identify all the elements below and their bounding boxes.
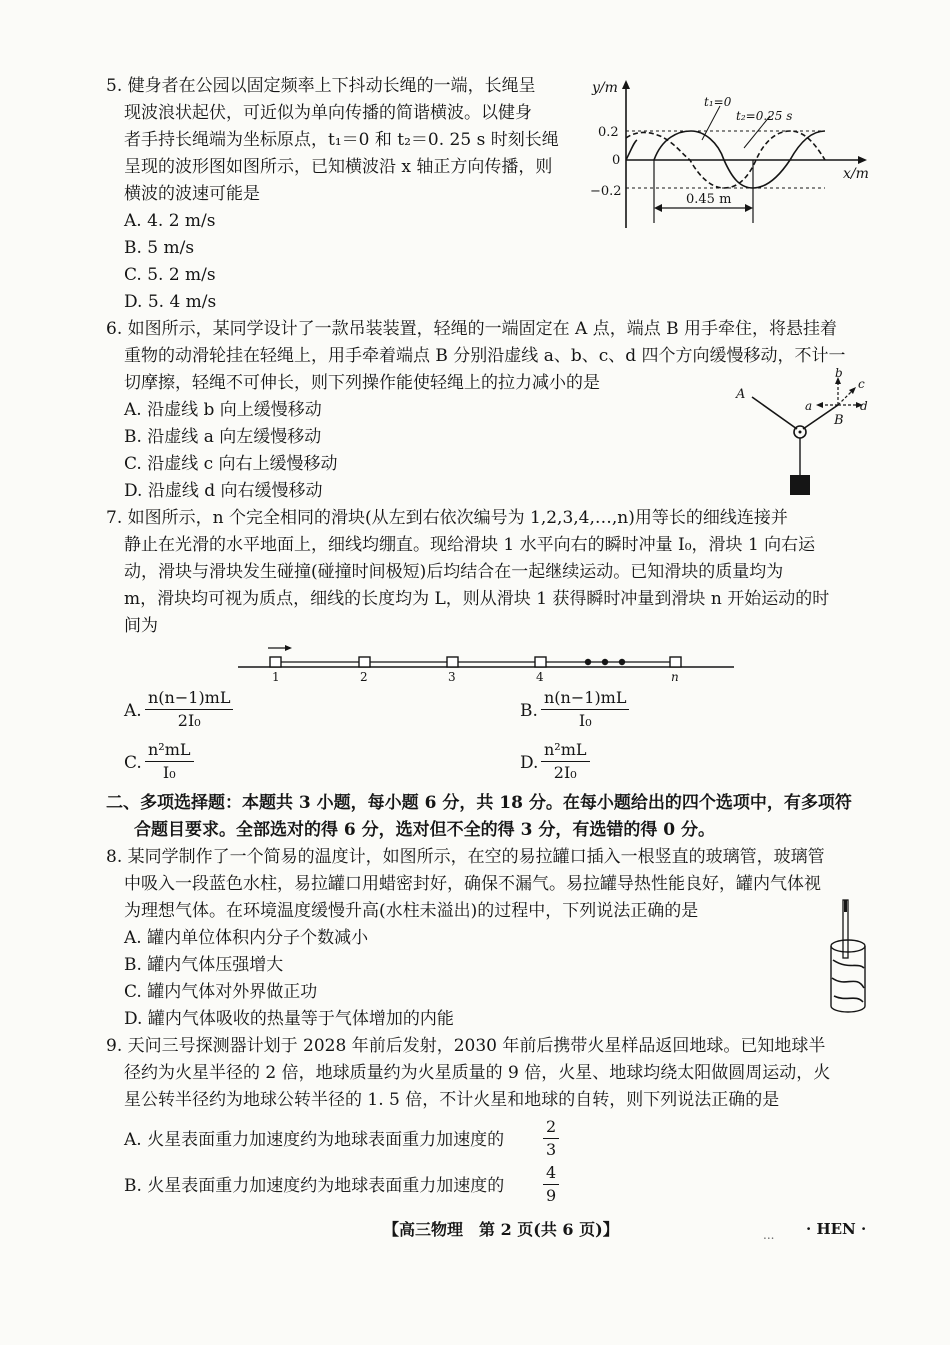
q9-option-b-text: B. 火星表面重力加速度约为地球表面重力加速度的 [124, 1176, 505, 1196]
label-b-point: B [834, 413, 844, 428]
q8-option-d: D. 罐内气体吸收的热量等于气体增加的内能 [124, 1009, 454, 1029]
q7-stem-line: 7. 如图所示，n 个完全相同的滑块(从左到右依次编号为 1,2,3,4,…,n)用等长的细线连接并 [106, 508, 788, 528]
fraction-denominator: 2I₀ [177, 711, 201, 730]
q7-option-a-fraction [145, 687, 233, 732]
q8-stem-line: 为理想气体。在环境温度缓慢升高(水柱未溢出)的过程中，下列说法正确的是 [124, 901, 699, 921]
y-tick-label: 0 [612, 153, 621, 168]
curve-label-t1: t₁=0 [704, 95, 732, 109]
slider-block [447, 657, 458, 667]
fraction-numerator: n(n−1)mL [145, 687, 233, 710]
q7-option-c-letter: C. [124, 753, 142, 773]
x-axis-label: x/m [843, 166, 869, 182]
fraction-denominator: 9 [546, 1186, 557, 1205]
q6-stem-line: 重物的动滑轮挂在轻绳上，用手牵着端点 B 分别沿虚线 a、b、c、d 四个方向缓慢移动，不计一 [124, 346, 846, 366]
page-footer: 【高三物理 第 2 页(共 6 页)】 [383, 1220, 619, 1239]
q5-stem-line: 横波的波速可能是 [124, 184, 260, 204]
q9-option-a-fraction [543, 1116, 559, 1161]
dimension-label: 0.45 m [686, 192, 732, 207]
block-label: 4 [536, 670, 544, 684]
q5-stem-line: 呈现的波形图如图所示，已知横波沿 x 轴正方向传播，则 [124, 157, 553, 177]
q6-pulley-figure [730, 366, 870, 502]
q5-wave-figure [590, 78, 880, 238]
fraction-denominator: 2I₀ [553, 763, 577, 782]
q7-stem-line: 间为 [124, 616, 158, 636]
q7-option-a-letter: A. [124, 701, 142, 721]
q7-option-c-fraction [145, 739, 194, 784]
q8-option-a: A. 罐内单位体积内分子个数减小 [124, 928, 369, 948]
q5-stem-line: 5. 健身者在公园以固定频率上下抖动长绳的一端，长绳呈 [106, 76, 536, 96]
q7-blocks-figure [238, 640, 738, 684]
fraction-denominator: I₀ [162, 763, 176, 782]
q8-option-b: B. 罐内气体压强增大 [124, 955, 284, 975]
q5-option-d: D. 5. 4 m/s [124, 292, 217, 312]
fraction-denominator: I₀ [578, 711, 592, 730]
q9-stem-line: 星公转半径约为地球公转半径的 1. 5 倍，不计火星和地球的自转，则下列说法正确的是 [124, 1090, 780, 1110]
q8-stem-line: 8. 某同学制作了一个简易的温度计，如图所示，在空的易拉罐口插入一根竖直的玻璃管，玻璃管 [106, 847, 825, 867]
weight-block [790, 475, 810, 495]
slider-block [535, 657, 546, 667]
q8-stem-line: 中吸入一段蓝色水柱，易拉罐口用蜡密封好，确保不漏气。易拉罐导热性能良好，罐内气体视 [124, 874, 821, 894]
fraction-denominator: 3 [546, 1140, 557, 1159]
q8-option-c: C. 罐内气体对外界做正功 [124, 982, 318, 1002]
q5-option-b: B. 5 m/s [124, 238, 195, 258]
curve-label-t2: t₂=0.25 s [736, 109, 793, 123]
block-label: 2 [360, 670, 368, 684]
q9-stem-line: 径约为火星半径的 2 倍，地球质量约为火星质量的 9 倍，火星、地球均绕太阳做圆周运动，火 [124, 1063, 831, 1083]
fraction-numerator: n²mL [541, 739, 590, 762]
q5-option-c: C. 5. 2 m/s [124, 265, 216, 285]
section-heading: 合题目要求。全部选对的得 6 分，选对但不全的得 3 分，有选错的得 0 分。 [134, 820, 715, 840]
q6-stem-line: 切摩擦，轻绳不可伸长，则下列操作能使轻绳上的拉力减小的是 [124, 373, 600, 393]
label-dir-b: b [835, 366, 843, 380]
q5-option-a: A. 4. 2 m/s [124, 211, 216, 231]
q7-stem-line: 静止在光滑的水平地面上，细线均绷直。现给滑块 1 水平向右的瞬时冲量 I₀，滑块 1 向右运 [124, 535, 816, 555]
q5-stem-line: 者手持长绳端为坐标原点，t₁＝0 和 t₂＝0. 25 s 时刻长绳 [124, 130, 559, 150]
q9-stem-line: 9. 天问三号探测器计划于 2028 年前后发射，2030 年前后携带火星样品返回地球。已知地球半 [106, 1036, 826, 1056]
y-tick-label: −0.2 [590, 184, 622, 199]
fraction-numerator: 4 [543, 1162, 559, 1185]
q7-stem-line: 动，滑块与滑块发生碰撞(碰撞时间极短)后均结合在一起继续运动。已知滑块的质量均为 [124, 562, 784, 582]
q6-option-b: B. 沿虚线 a 向左缓慢移动 [124, 427, 322, 447]
fraction-numerator: 2 [543, 1116, 559, 1139]
fraction-numerator: n(n−1)mL [541, 687, 629, 710]
q7-option-d-fraction [541, 739, 590, 784]
block-label: 3 [448, 670, 456, 684]
q9-option-b-fraction [543, 1162, 559, 1207]
block-label: 1 [272, 670, 280, 684]
slider-block [670, 657, 681, 667]
label-a-point: A [736, 387, 746, 402]
q7-stem-line: m，滑块均可视为质点，细线的长度均为 L，则从滑块 1 获得瞬时冲量到滑块 n 开始运动的时 [124, 589, 830, 609]
label-dir-c: c [858, 377, 865, 391]
fraction-numerator: n²mL [145, 739, 194, 762]
block-label: n [671, 670, 679, 684]
q6-option-d: D. 沿虚线 d 向右缓慢移动 [124, 481, 323, 501]
label-dir-a: a [805, 399, 813, 413]
q6-option-a: A. 沿虚线 b 向上缓慢移动 [124, 400, 322, 420]
label-dir-d: d [860, 399, 868, 413]
y-axis-label: y/m [592, 80, 618, 96]
q5-stem-line: 现波浪状起伏，可近似为单向传播的简谐横波。以健身 [124, 103, 532, 123]
section-heading: 二、多项选择题：本题共 3 小题，每小题 6 分，共 18 分。在每小题给出的四个选项中，有多项符 [106, 793, 852, 813]
q9-option-a-text: A. 火星表面重力加速度约为地球表面重力加速度的 [124, 1130, 505, 1150]
footer-dots: ... [763, 1228, 775, 1242]
y-tick-label: 0.2 [598, 125, 619, 140]
q6-option-c: C. 沿虚线 c 向右上缓慢移动 [124, 454, 338, 474]
slider-block [359, 657, 370, 667]
q7-option-d-letter: D. [520, 753, 539, 773]
q7-option-b-letter: B. [520, 701, 538, 721]
footer-code: · HEN · [806, 1220, 867, 1238]
q6-stem-line: 6. 如图所示，某同学设计了一款吊装装置，轻绳的一端固定在 A 点，端点 B 用手牵住，将悬挂着 [106, 319, 838, 339]
q8-can-thermometer-figure [826, 898, 876, 1018]
slider-block [270, 657, 281, 667]
q7-option-b-fraction [541, 687, 629, 732]
